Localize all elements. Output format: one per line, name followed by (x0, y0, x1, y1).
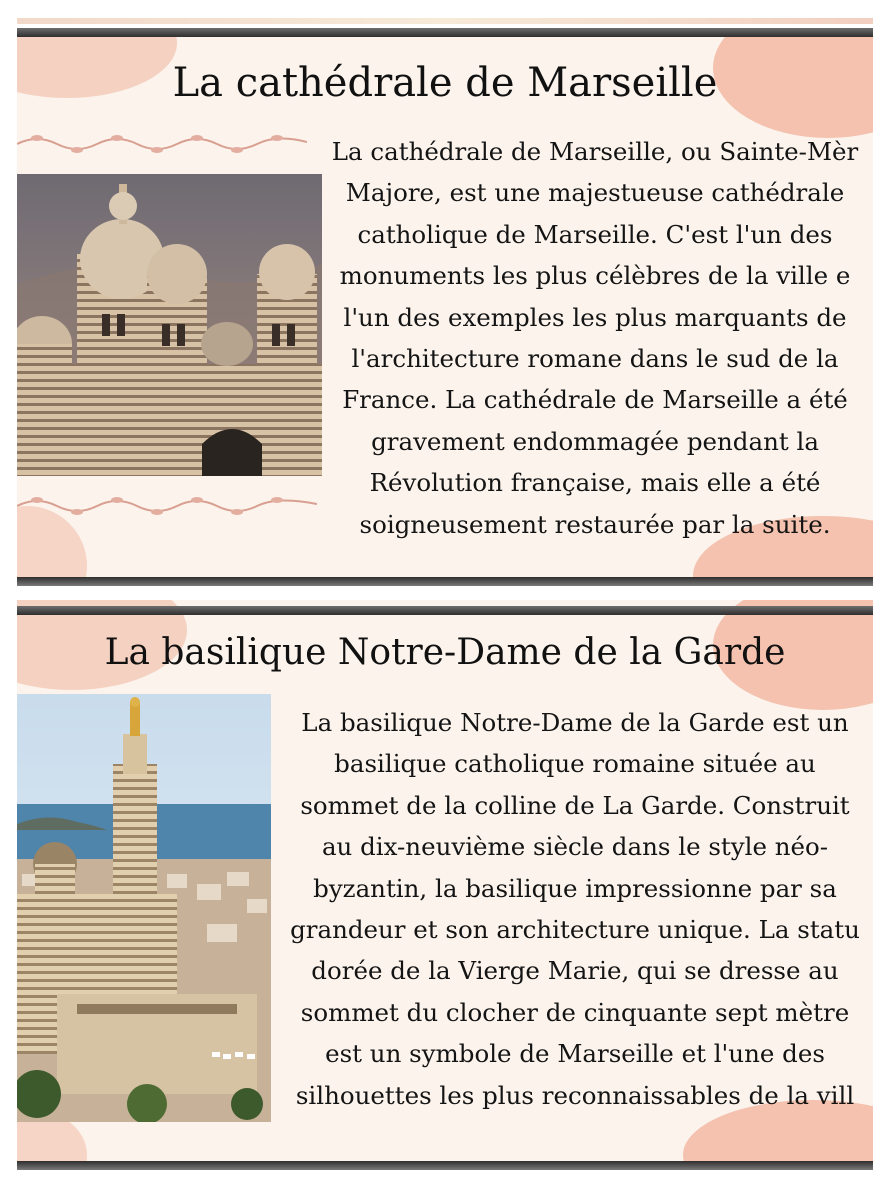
text-line: France. La cathédrale de Marseille a été (342, 385, 848, 415)
text-line: soigneusement restaurée par la suite. (359, 509, 831, 539)
text-line: sommet du clocher de cinquante sept mètre (300, 997, 850, 1027)
text-line: catholique de Marseille. C'est l'un des (357, 219, 833, 249)
slide-cathedrale (17, 28, 873, 586)
text-line: grandeur et son architecture unique. La statu (290, 915, 860, 945)
slide-title: La cathédrale de Marseille (172, 60, 718, 106)
slide-notre-dame (17, 600, 873, 1170)
notre-dame-de-la-garde-photo (17, 694, 271, 1122)
slide-body-text (277, 702, 873, 1116)
text-line: La cathédrale de Marseille, ou Sainte-Mèr (331, 137, 859, 166)
text-line: silhouettes les plus reconnaissables de la vill (295, 1080, 855, 1110)
slide-frame-top (17, 606, 873, 615)
text-line: Majore, est une majestueuse cathédrale (345, 178, 845, 208)
text-line: au dix-neuvième siècle dans le style néo- (321, 832, 829, 862)
text-line: gravement endommagée pendant la (371, 426, 819, 456)
slide-body-text (317, 131, 873, 545)
text-line: l'architecture romane dans le sud de la (351, 344, 839, 374)
marseille-cathedral-photo (17, 174, 322, 476)
text-line: dorée de la Vierge Marie, qui se dresse au (311, 956, 839, 986)
text-line: byzantin, la basilique impressionne par sa (313, 873, 837, 903)
previous-slide-edge (17, 18, 873, 24)
slide-frame-top (17, 28, 873, 37)
slide-frame-bottom (17, 577, 873, 586)
text-line: est un symbole de Marseille et l'une des (325, 1039, 825, 1069)
slide-title: La basilique Notre-Dame de la Garde (104, 632, 786, 673)
text-line: sommet de la colline de La Garde. Construit (300, 790, 850, 820)
text-line: l'un des exemples les plus marquants de (343, 302, 847, 332)
slide-frame-bottom (17, 1161, 873, 1170)
floral-vine-icon (17, 492, 317, 520)
text-line: Révolution française, mais elle a été (369, 468, 821, 498)
text-line: basilique catholique romaine située au (334, 749, 816, 779)
floral-vine-icon (17, 130, 307, 158)
text-line: La basilique Notre-Dame de la Garde est un (301, 708, 849, 737)
text-line: monuments les plus célèbres de la ville e (339, 261, 851, 291)
